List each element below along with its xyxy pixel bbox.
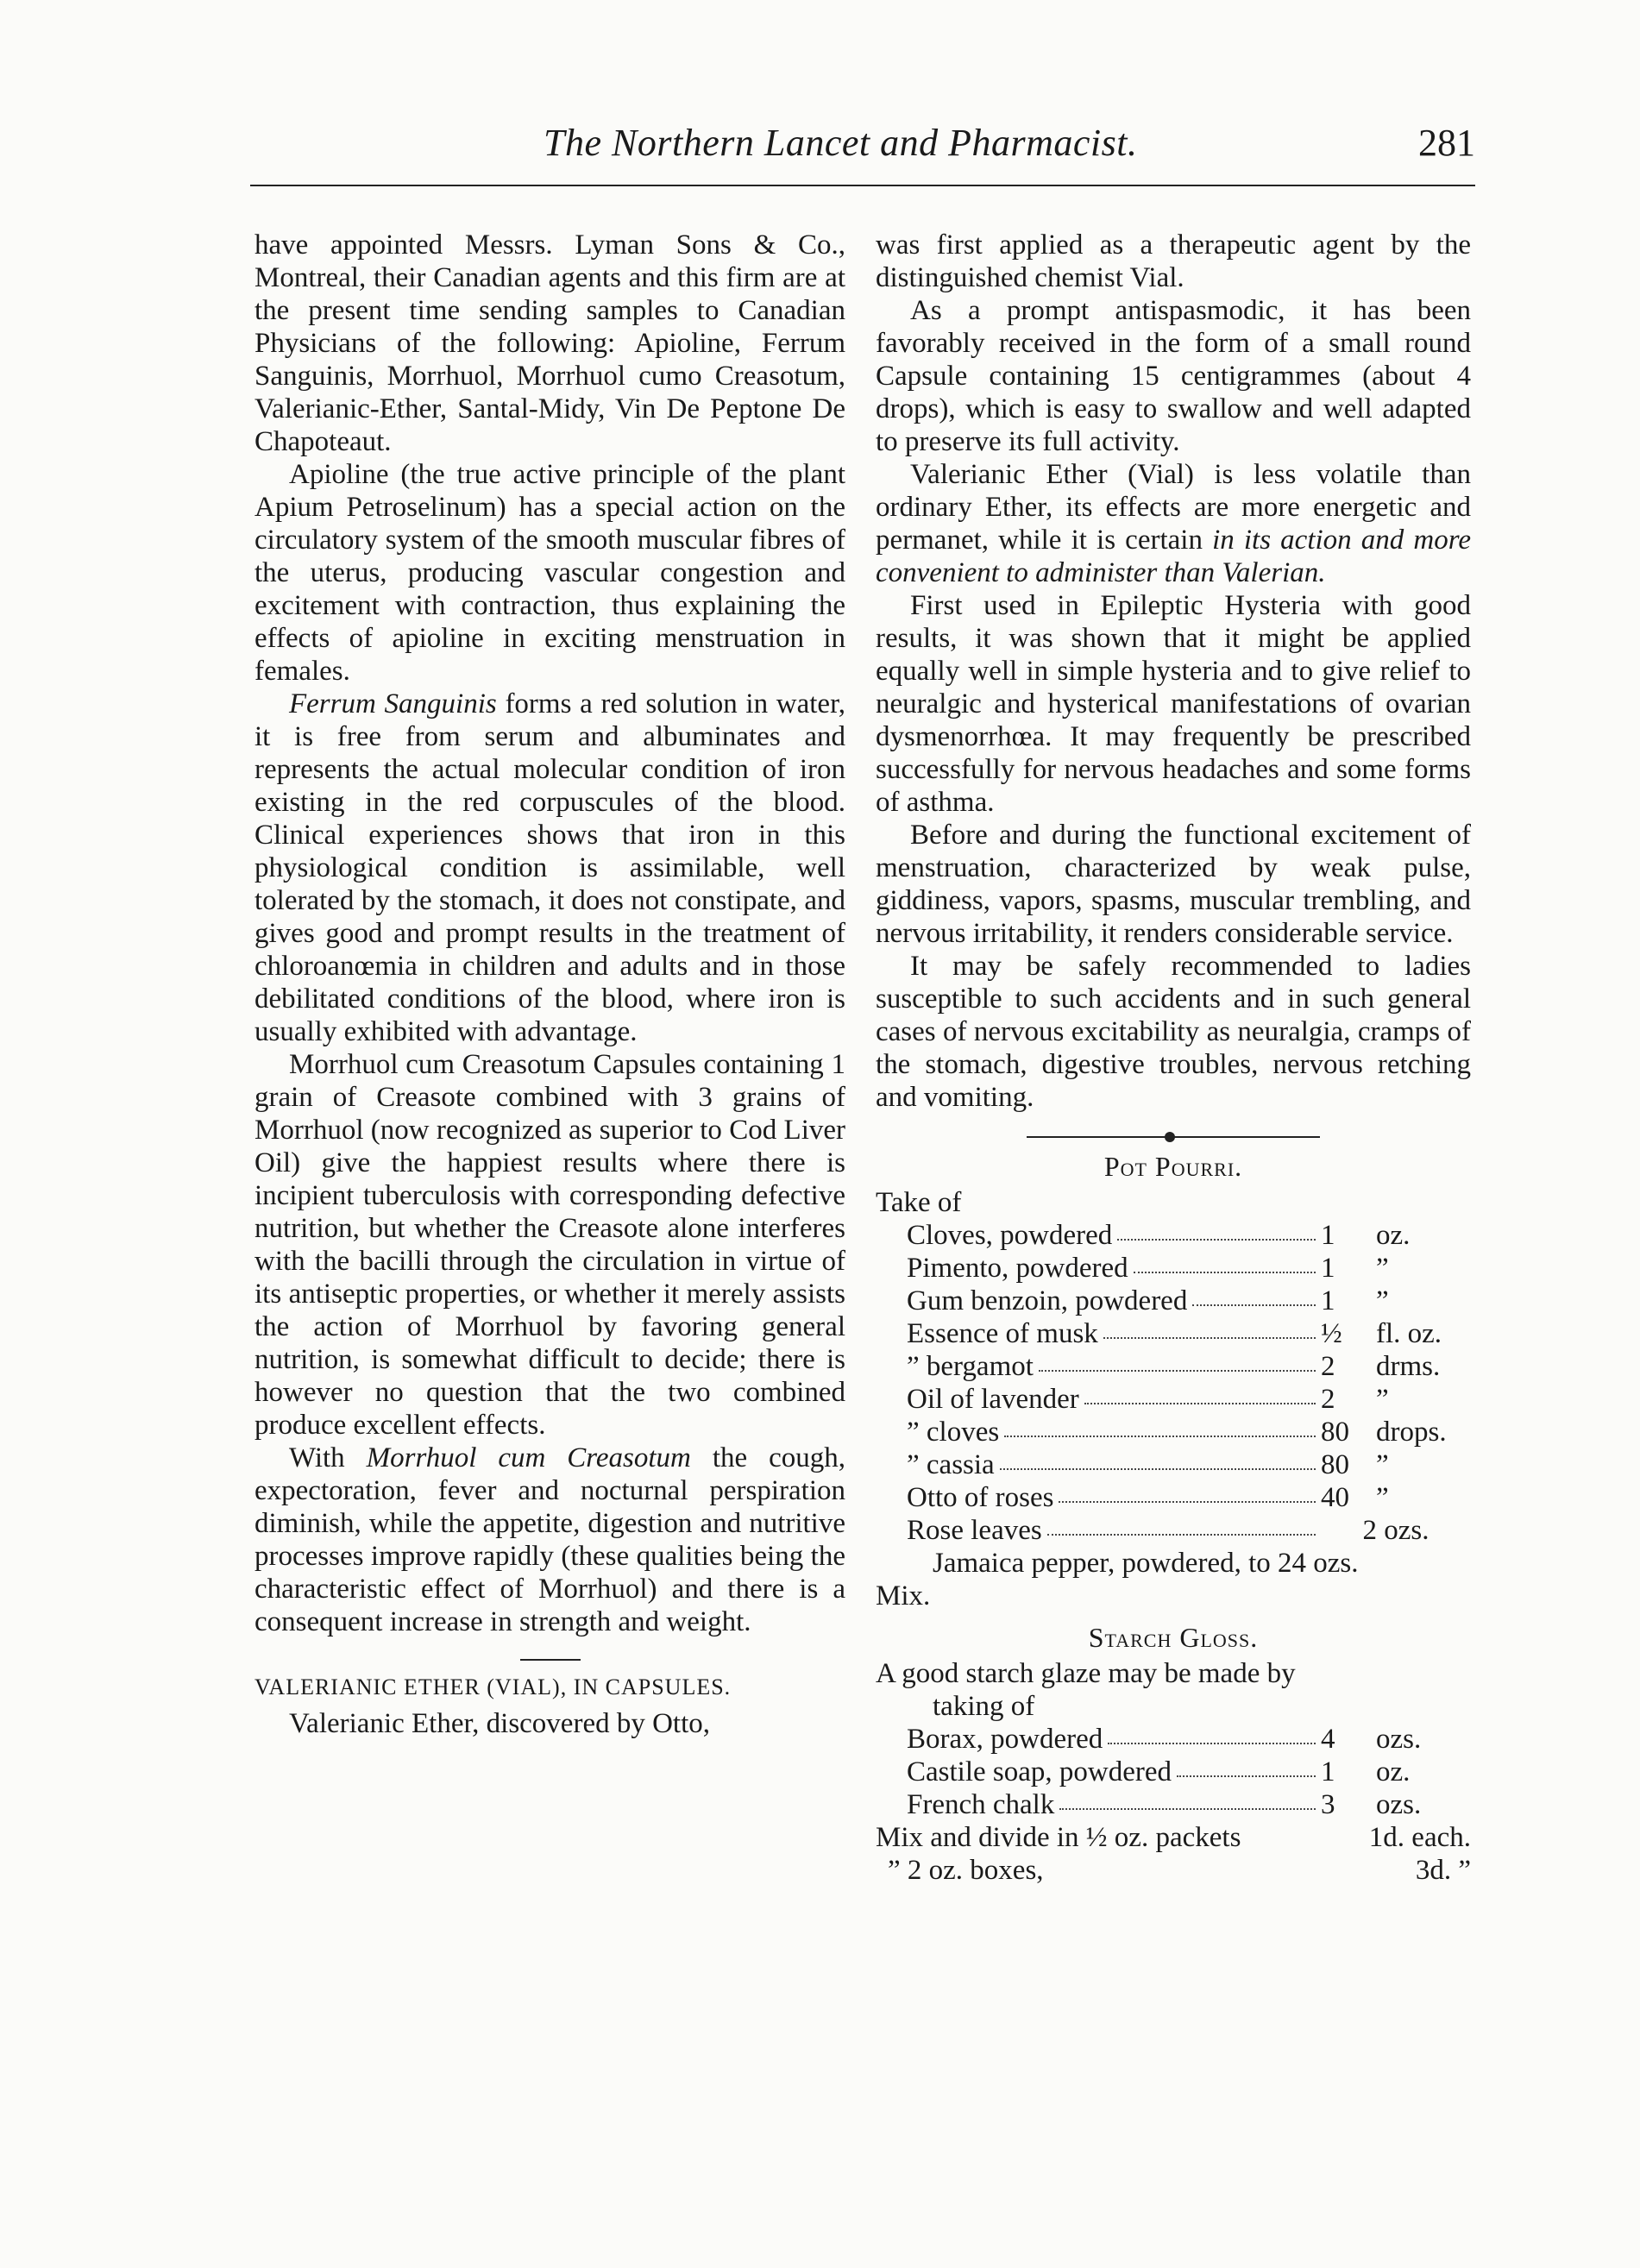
ingredient-name: French chalk <box>907 1789 1055 1820</box>
paragraph-menstruation: Before and during the functional excitement of menstruation, characterized by weak pulse, giddiness, vapors, spasms, muscular trembling, and nervous irritability, it renders considerable service. <box>876 820 1471 949</box>
paragraph-valerianic-start: Valerianic Ether, discovered by Otto, <box>289 1708 711 1739</box>
ingredient-quantity: 4 <box>1321 1724 1335 1755</box>
paragraph-morrhuol: Morrhuol cum Creasotum Capsules containing 1 grain of Creasote combined with 3 grains of Morrhuol (now recognized as superior to Cod Liver Oil) give the happiest results where there is incipient tuberculosis with corresponding defective nutrition, but whether the Creasote alone interferes with the bacilli through the circulation in virtue of its antiseptic properties, or whether it merely assists the action of Morrhuol by favoring general nutrition, is somewhat difficult to decide; there is however no question that the two combined produce excellent effects. <box>254 1049 845 1441</box>
packet-price: 1d. each. <box>1368 1822 1471 1853</box>
ingredient-row <box>876 1219 1471 1252</box>
ingredient-quantity: 1 <box>1321 1285 1335 1316</box>
ingredient-unit: ” <box>1376 1253 1389 1284</box>
ingredient-name: Otto of roses <box>907 1482 1054 1513</box>
jamaica-line: Jamaica pepper, powdered, to 24 ozs. <box>933 1548 1359 1579</box>
section-heading: VALERIANIC ETHER (VIAL), IN CAPSULES. <box>254 1674 732 1699</box>
box-price: 3d. ” <box>1415 1855 1471 1886</box>
leader-dots <box>1192 1296 1316 1306</box>
recipe-intro: Take of <box>876 1187 962 1218</box>
morrhuol-effects-text: the cough, expectoration, fever and nocturnal perspiration diminish, while the appetite, digestion and nutritive processes improve rapidly (these qualities being the characteristic effect of Morrhuol) and there is a consequent increase in strength and weight. <box>254 1442 845 1637</box>
ingredient-row <box>876 1448 1471 1481</box>
ingredient-row <box>876 1317 1471 1350</box>
leader-dots <box>1039 1361 1316 1372</box>
journal-title: The Northern Lancet and Pharmacist. <box>544 122 1138 164</box>
ingredient-row <box>876 1383 1471 1416</box>
leader-dots <box>1103 1329 1316 1339</box>
mix-instruction: Mix. <box>876 1580 931 1611</box>
packet-text: Mix and divide in ½ oz. packets <box>876 1822 1241 1853</box>
ingredient-quantity: 2 <box>1321 1351 1335 1382</box>
leader-dots <box>1047 1525 1316 1536</box>
ingredient-name: Gum benzoin, powdered <box>907 1285 1188 1316</box>
recipe-title-starch-gloss: Starch Gloss. <box>1088 1622 1259 1653</box>
ingredient-quantity: 80 <box>1321 1417 1349 1448</box>
ingredient-row <box>876 1252 1471 1285</box>
leader-dots <box>1059 1492 1316 1503</box>
ingredient-name: Borax, powdered <box>907 1724 1103 1755</box>
ingredient-row <box>876 1481 1471 1514</box>
ingredient-list-pot-pourri <box>876 1219 1471 1547</box>
ingredient-quantity: 3 <box>1321 1789 1335 1820</box>
box-text: ” 2 oz. boxes, <box>888 1855 1044 1886</box>
leader-dots <box>1117 1230 1316 1241</box>
ingredient-name: Rose leaves <box>907 1515 1042 1546</box>
valerianic-text: Valerianic Ether (Vial) is less volatile than ordinary Ether, its effects are more energetic and permanet, while it is certain <box>876 459 1471 556</box>
ingredient-row <box>876 1285 1471 1317</box>
starch-intro: A good starch glaze may be made by <box>876 1658 1296 1689</box>
leader-dots <box>1108 1734 1316 1744</box>
ingredient-quantity: ½ <box>1321 1318 1342 1349</box>
recipe-title-pot-pourri: Pot Pourri. <box>1103 1151 1243 1182</box>
header-rule <box>250 185 1475 186</box>
ingredient-row <box>876 1514 1471 1547</box>
paragraph-ladies: It may be safely recommended to ladies susceptible to such accidents and in such general cases of nervous excitability as neuralgia, cramps of the stomach, digestive troubles, nervous retching and vomiting. <box>876 951 1471 1113</box>
ingredient-quantity: 40 <box>1321 1482 1349 1513</box>
ingredient-unit: ozs. <box>1376 1724 1422 1755</box>
paragraph-ferrum <box>254 688 845 1048</box>
leader-dots <box>1004 1427 1316 1437</box>
paragraph-agents: have appointed Messrs. Lyman Sons & Co., Montreal, their Canadian agents and this firm are at the present time sending samples to Canadian Physicians of the following: Apioline, Ferrum Sanguinis, Morrhuol, Morrhuol cumo Creasotum, Valerianic-Ether, Santal-Midy, Vin De Peptone De Chapoteaut. <box>254 229 845 457</box>
ingredient-name: ” bergamot <box>907 1351 1034 1382</box>
section-divider <box>520 1659 581 1661</box>
morrhuol-label: Morrhuol cum Creasotum <box>366 1442 691 1473</box>
ingredient-name: ” cloves <box>907 1417 1000 1448</box>
ingredient-quantity: 1 <box>1321 1253 1335 1284</box>
ingredient-name: Oil of lavender <box>907 1384 1079 1415</box>
running-head <box>250 121 1475 173</box>
ornament-dot <box>1165 1132 1175 1142</box>
with-label: With <box>289 1442 345 1473</box>
ingredient-row <box>876 1350 1471 1383</box>
paragraph-valerianic <box>876 458 1471 589</box>
ingredient-name: Essence of musk <box>907 1318 1098 1349</box>
ingredient-unit: ” <box>1376 1285 1389 1316</box>
leader-dots <box>1084 1394 1316 1404</box>
ingredient-quantity: 1 <box>1321 1220 1335 1251</box>
ingredient-quantity: 80 <box>1321 1449 1349 1480</box>
ingredient-list-starch <box>876 1723 1471 1821</box>
ingredient-unit: drops. <box>1376 1417 1447 1448</box>
ingredient-quantity: 1 <box>1321 1756 1335 1787</box>
paragraph-morrhuol-effects <box>254 1442 845 1638</box>
ingredient-unit: drms. <box>1376 1351 1441 1382</box>
ingredient-unit: ” <box>1376 1482 1389 1513</box>
ingredient-name: ” cassia <box>907 1449 995 1480</box>
paragraph-apioline: Apioline (the true active principle of the plant Apium Petroselinum) has a special action on the circulatory system of the smooth muscular fibres of the uterus, producing vascular congestion and excitement with contraction, thus explaining the effects of apioline in exciting menstruation in females. <box>254 459 845 687</box>
leader-dots <box>1134 1263 1316 1273</box>
starch-intro-cont: taking of <box>933 1691 1035 1722</box>
ingredient-quantity: 2 ozs. <box>1362 1515 1430 1546</box>
valerianic-italic: in its action and more convenient to administer than Valerian. <box>876 525 1471 588</box>
ingredient-name: Castile soap, powdered <box>907 1756 1172 1787</box>
paragraph-epileptic: First used in Epileptic Hysteria with good results, it was shown that it might be applied equally well in simple hysteria and to give relief to neuralgic and hysterical manifestations of ovarian dysmenorrhœa. It may frequently be prescribed successfully for nervous headaches and some forms of asthma. <box>876 590 1471 818</box>
ingredient-name: Pimento, powdered <box>907 1253 1128 1284</box>
packet-line <box>876 1821 1471 1854</box>
right-column <box>876 229 1471 1887</box>
leader-dots <box>1059 1800 1316 1810</box>
page-number: 281 <box>1418 122 1475 164</box>
ingredient-unit: ” <box>1376 1384 1389 1415</box>
ferrum-text: forms a red solution in water, it is free from serum and albuminates and represents the actual molecular condition of iron existing in the red corpuscules of the blood. Clinical experiences shows that iron in this physiological condition is assimilable, well tolerated by the stomach, it does not constipate, and gives good and prompt results in the treatment of chloroanœmia in children and adults and in those debilitated conditions of the blood, where iron is usually exhibited with advantage. <box>254 688 845 1047</box>
leader-dots <box>1000 1460 1316 1470</box>
ingredient-unit: oz. <box>1376 1220 1411 1251</box>
ingredient-unit: ozs. <box>1376 1789 1422 1820</box>
ingredient-unit: oz. <box>1376 1756 1411 1787</box>
ingredient-row <box>876 1416 1471 1448</box>
ingredient-row <box>876 1756 1471 1788</box>
ferrum-label: Ferrum Sanguinis <box>289 688 497 719</box>
paragraph-vial: was first applied as a therapeutic agent by the distinguished chemist Vial. <box>876 229 1471 293</box>
left-column <box>254 229 845 1740</box>
ingredient-name: Cloves, powdered <box>907 1220 1113 1251</box>
paragraph-antispasmodic: As a prompt antispasmodic, it has been favorably received in the form of a small round Capsule containing 15 centigrammes (about 4 drops), which is easy to swallow and well adapted to preserve its full activity. <box>876 295 1471 457</box>
leader-dots <box>1177 1767 1316 1777</box>
ingredient-quantity: 2 <box>1321 1384 1335 1415</box>
ingredient-unit: ” <box>1376 1449 1389 1480</box>
ingredient-unit: fl. oz. <box>1376 1318 1442 1349</box>
ingredient-row <box>876 1788 1471 1821</box>
box-line <box>876 1854 1471 1887</box>
ingredient-row <box>876 1723 1471 1756</box>
ornament-divider <box>1027 1136 1320 1138</box>
